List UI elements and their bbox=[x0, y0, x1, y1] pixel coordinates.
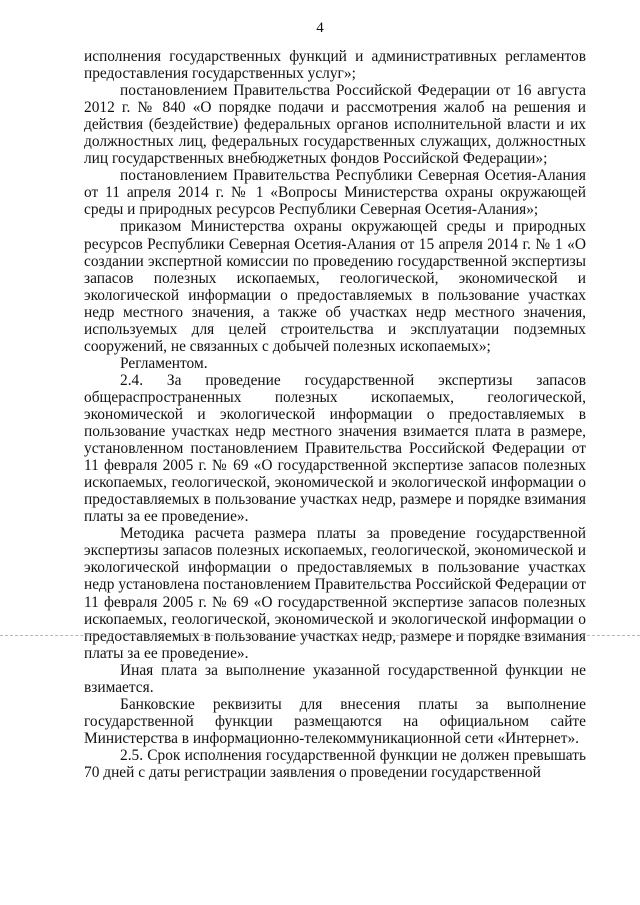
paragraph-order-1: приказом Министерства охраны окружающей среды и природных ресурсов Республики Северная Осетия-Алания от 15 апреля 2014 г. № 1 «О создании экспертной комиссии по проведению государственной экспертизы запасов полезных ископаемых, геологической, экономической и экологической информации о предоставляемых в пользование участках недр местного значения, а также об участках недр местного значения, используемых для целей строительства и эксплуатации подземных сооружений, не связанных с добычей полезных ископаемых»; bbox=[84, 218, 586, 355]
paragraph-regulation: Регламентом. bbox=[120, 354, 208, 372]
page-number: 4 bbox=[316, 20, 324, 36]
document-body bbox=[84, 48, 586, 781]
scan-artifact-line bbox=[0, 635, 640, 637]
paragraph-decree-rso-1: постановлением Правительства Республики Северная Осетия-Алания от 11 апреля 2014 г. № 1 «Вопросы Министерства охраны окружающей среды и природных ресурсов Республики Северная Осетия-Алания»; bbox=[84, 167, 586, 219]
paragraph-decree-840: постановлением Правительства Российской Федерации от 16 августа 2012 г. № 840 «О порядке подачи и рассмотрения жалоб на решения и действия (бездействие) федеральных органов исполнительной власти и их должностных лиц, федеральных государственных служащих, должностных лиц государственных внебюджетных фондов Российской Федерации»; bbox=[84, 82, 586, 168]
paragraph-2-4: 2.4. За проведение государственной экспертизы запасов общераспространенных полезных ископаемых, геологической, экономической и экологической информации о предоставляемых в пользование участках недр местного значения взимается плата в размере, установленном постановлением Правительства Российской Федерации от 11 февраля 2005 г. № 69 «О государственной экспертизе запасов полезных ископаемых, геологической, экономической и экологической информации о предоставляемых в пользование участках недр, размере и порядке взимания платы за ее проведение». bbox=[84, 371, 586, 526]
paragraph-continuation: исполнения государственных функций и административных регламентов предоставления государственных услуг»; bbox=[84, 48, 586, 83]
paragraph-bank-details: Банковские реквизиты для внесения платы за выполнение государственной функции размещаются на официальном сайте Министерства в информационно-телекоммуникационной сети «Интернет». bbox=[84, 695, 586, 747]
paragraph-2-5: 2.5. Срок исполнения государственной функции не должен превышать 70 дней с даты регистрации заявления о проведении государственной bbox=[84, 746, 586, 781]
paragraph-no-other-fee: Иная плата за выполнение указанной государственной функции не взимается. bbox=[84, 661, 586, 696]
paragraph-fee-method: Методика расчета размера платы за проведение государственной экспертизы запасов полезных ископаемых, геологической, экономической и экологической информации о предоставляемых в пользование участках недр установлена постановлением Правительства Российской Федерации от 11 февраля 2005 г. № 69 «О государственной экспертизе запасов полезных ископаемых, геологической, экономической и экологической информации о предоставляемых в пользование участках недр, размере и порядке взимания платы за ее проведение». bbox=[84, 525, 586, 662]
